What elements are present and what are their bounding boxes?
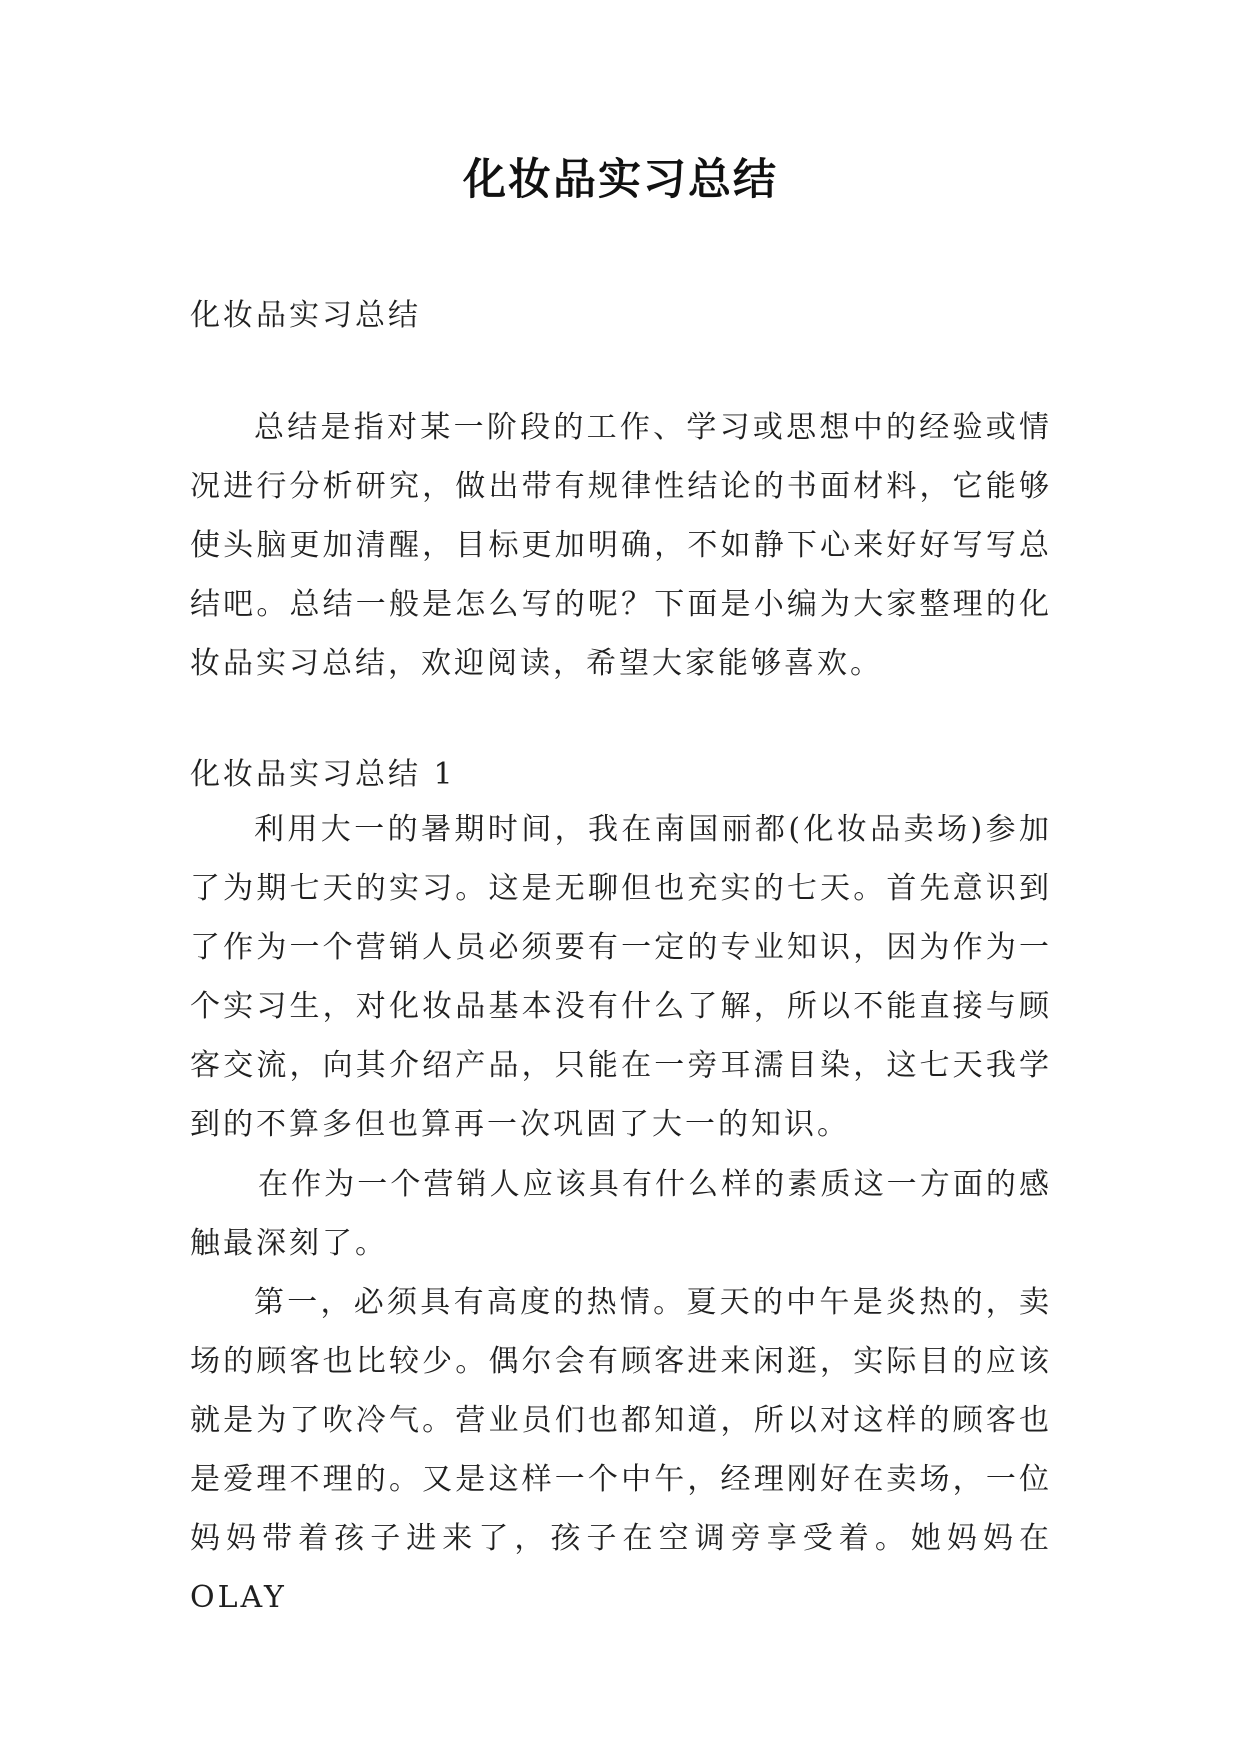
body-paragraph-2: 在作为一个营销人应该具有什么样的素质这一方面的感触最深刻了。 bbox=[190, 1167, 1052, 1261]
body-paragraph-1: 利用大一的暑期时间，我在南国丽都(化妆品卖场)参加了为期七天的实习。这是无聊但也充实的七天。首先意识到了作为一个营销人员必须要有一定的专业知识，因为作为一个实习生，对化妆品基本没有什么了解，所以不能直接与顾客交流，向其介绍产品，只能在一旁耳濡目染，这七天我学到的不算多但也算再一次巩固了大一的知识。 bbox=[190, 812, 1052, 1142]
document-title: 化妆品实习总结 bbox=[463, 155, 778, 205]
section-heading: 化妆品实习总结 1 bbox=[190, 757, 456, 792]
document-subtitle: 化妆品实习总结 bbox=[190, 298, 421, 333]
intro-paragraph: 总结是指对某一阶段的工作、学习或思想中的经验或情况进行分析研究，做出带有规律性结论的书面材料，它能够使头脑更加清醒，目标更加明确，不如静下心来好好写写总结吧。总结一般是怎么写的呢？下面是小编为大家整理的化妆品实习总结，欢迎阅读，希望大家能够喜欢。 bbox=[190, 410, 1052, 681]
body-paragraph-3: 第一，必须具有高度的热情。夏天的中午是炎热的，卖场的顾客也比较少。偶尔会有顾客进来闲逛，实际目的应该就是为了吹冷气。营业员们也都知道，所以对这样的顾客也是爱理不理的。又是这样一个中午，经理刚好在卖场，一位妈妈带着孩子进来了，孩子在空调旁享受着。她妈妈在 OLAY bbox=[190, 1285, 1052, 1615]
